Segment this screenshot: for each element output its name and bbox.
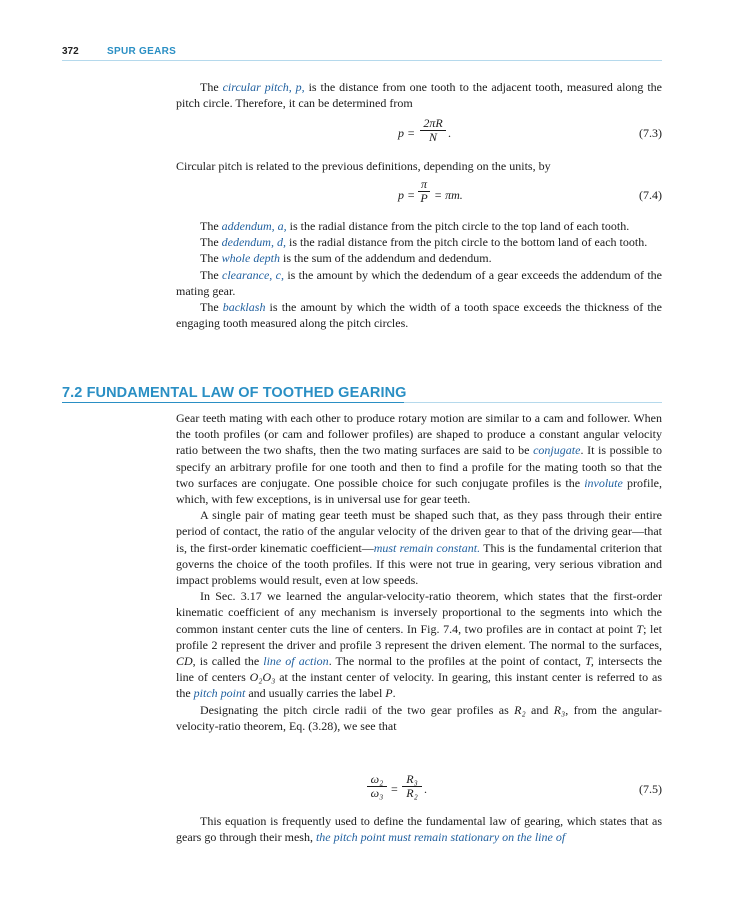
- eq73-tail: .: [448, 126, 451, 140]
- paragraph-dedendum: [176, 234, 662, 250]
- text: is the amount by which the width of a tooth space exceeds the thickness of the engaging tooth measured along the pitch circles.: [176, 300, 662, 331]
- text: The: [200, 219, 222, 233]
- definitions-block: [176, 218, 662, 331]
- text: ; let profile 2 represent the driver and profile 3 represent the driven element. The normal to the surfaces,: [176, 621, 662, 652]
- eq75-right-denominator: R₂: [406, 786, 418, 800]
- math-var: CD: [176, 654, 193, 669]
- header-rule: [62, 60, 662, 61]
- term-addendum: addendum, a,: [221, 219, 287, 233]
- text: A single pair of mating gear teeth must be shaped such that, as they pass through their entire period of contact, the ratio of the angular velocity of the driven gear to that of the driving gear—that is, the first-order kinematic coefficient—: [176, 508, 662, 555]
- text: , is called the: [192, 654, 264, 669]
- text: The: [200, 267, 222, 282]
- text: and usually carries the label: [245, 686, 386, 701]
- eq75-equals: =: [391, 782, 398, 796]
- text: .: [392, 686, 396, 701]
- paragraph-whole-depth: [176, 250, 662, 266]
- term-line-of-action: line of action: [263, 654, 329, 669]
- term-backlash: backlash: [222, 300, 266, 315]
- eq74-fraction: [418, 178, 430, 205]
- paragraph-fundamental-law-text: [176, 813, 662, 845]
- paragraph-backlash: [176, 299, 662, 331]
- text: In Sec. 3.17 we learned the angular-velocity-ratio theorem, which states that the first-order kinematic coefficient of any mechanism is inversely proportional to the segments into which the common instant center cuts the line of centers. In Fig. 7.4, two profiles are in contact at point: [176, 589, 662, 636]
- eq74-number: (7.4): [639, 188, 662, 202]
- text: The: [200, 251, 222, 266]
- term-must-remain-constant: must remain constant.: [373, 540, 481, 555]
- paragraph-circular-pitch-relation: [176, 158, 662, 174]
- term-whole-depth: whole depth: [221, 251, 280, 266]
- eq75-left-fraction: [367, 773, 387, 800]
- term-circular-pitch: circular pitch, p,: [222, 80, 305, 94]
- text: is the distance from one tooth to the adjacent tooth, measured along the pitch circle. Therefore, it can be determined from: [176, 80, 663, 111]
- equation-7-4: [176, 178, 662, 214]
- eq74-numerator: π: [420, 177, 427, 191]
- eq74-lhs-var: p: [398, 188, 404, 202]
- text: is the radial distance from the pitch circle to the top land of each tooth.: [286, 219, 630, 233]
- eq75-number: (7.5): [639, 782, 662, 796]
- math-var: T: [636, 621, 644, 636]
- paragraph-pitch-radii: [176, 702, 662, 734]
- text: This is the fundamental criterion that governs the choice of the tooth profiles. If this were not true in gearing, very serious vibration and impact problems would result, even at low speeds.: [176, 540, 662, 588]
- text: is the radial distance from the pitch circle to the bottom land of each tooth.: [285, 235, 648, 250]
- term-pitch-point-stationary: the pitch point must remain stationary on the line of: [315, 830, 566, 845]
- text: at the instant center of velocity. In gearing, this instant center is referred to as the: [176, 670, 662, 701]
- text: The: [200, 80, 223, 94]
- eq73-number: (7.3): [639, 126, 662, 140]
- running-title: SPUR GEARS: [107, 46, 177, 57]
- paragraph-circular-pitch: [176, 79, 662, 111]
- text: Designating the pitch circle radii of the two gear profiles as: [200, 702, 515, 717]
- text: This equation is frequently used to define the fundamental law of gearing, which states that as gears go through their mesh,: [176, 814, 662, 845]
- text: The: [200, 235, 222, 250]
- section-heading: 7.2 FUNDAMENTAL LAW OF TOOTHED GEARING: [62, 385, 407, 401]
- math-var: T,: [585, 654, 594, 669]
- eq75-left-numerator: ω₂: [370, 772, 384, 786]
- eq75-left-denominator: ω₃: [370, 786, 384, 800]
- eq73-numerator: 2πR: [423, 116, 443, 130]
- text: . It is possible to specify an arbitrary profile for one tooth and then to find a profile for the mating tooth so that the two surfaces are conjugate. One possible choice for such conjugate profiles is the: [176, 443, 662, 490]
- math-var: R₂: [514, 702, 526, 717]
- text: is the sum of the addendum and dedendum.: [279, 251, 492, 266]
- paragraph-conjugate: [176, 410, 662, 507]
- paragraph-velocity-ratio-theorem: [176, 588, 662, 701]
- term-conjugate: conjugate: [533, 443, 581, 458]
- eq75-right-numerator: R₃: [406, 772, 418, 786]
- eq74-denominator: P: [420, 191, 428, 205]
- math-var: P: [385, 686, 393, 701]
- text: and: [525, 702, 554, 717]
- math-var: O₂O₃: [249, 670, 276, 685]
- paragraph-constant-ratio: [176, 507, 662, 588]
- text: Gear teeth mating with each other to produce rotary motion are similar to a cam and follower. When the tooth profiles (or cam and follower profiles) are shaped to produce a constant angular velocity ratio between the two shafts, then the two mating surfaces are said to be: [176, 411, 662, 458]
- paragraph-addendum: [176, 218, 662, 234]
- section-rule-accent: [62, 402, 404, 403]
- section-body: [176, 410, 662, 734]
- term-involute: involute: [584, 475, 623, 490]
- page-number: 372: [62, 46, 79, 57]
- eq73-fraction: [420, 117, 446, 144]
- equation-7-5: [176, 773, 662, 809]
- eq75-right-fraction: [402, 773, 422, 800]
- text: The: [200, 300, 223, 315]
- term-clearance: clearance, c,: [222, 267, 284, 282]
- text: intersects the line of centers: [176, 654, 662, 685]
- equation-7-3: [176, 117, 662, 153]
- text: profile, which, with few exceptions, is in universal use for gear teeth.: [176, 475, 662, 507]
- eq75-tail: .: [424, 782, 427, 796]
- paragraph-clearance: [176, 267, 662, 299]
- eq74-rhs: = πm.: [434, 188, 463, 202]
- text: Circular pitch is related to the previous definitions, depending on the units, by: [176, 159, 551, 173]
- term-dedendum: dedendum, d,: [221, 235, 286, 250]
- text: , from the angular-velocity-ratio theorem, Eq. (3.28), we see that: [176, 702, 663, 733]
- paragraph-fundamental-law: [176, 813, 662, 845]
- eq73-denominator: N: [428, 130, 437, 144]
- text: is the amount by which the dedendum of a gear exceeds the addendum of the mating gear.: [176, 267, 662, 298]
- eq73-lhs: p =: [398, 126, 416, 140]
- text: . The normal to the profiles at the point of contact,: [328, 654, 586, 669]
- eq73-lhs-var: p: [398, 126, 404, 140]
- math-var: R₃: [553, 702, 566, 717]
- eq74-lhs: p =: [398, 188, 416, 202]
- term-pitch-point: pitch point: [193, 686, 246, 701]
